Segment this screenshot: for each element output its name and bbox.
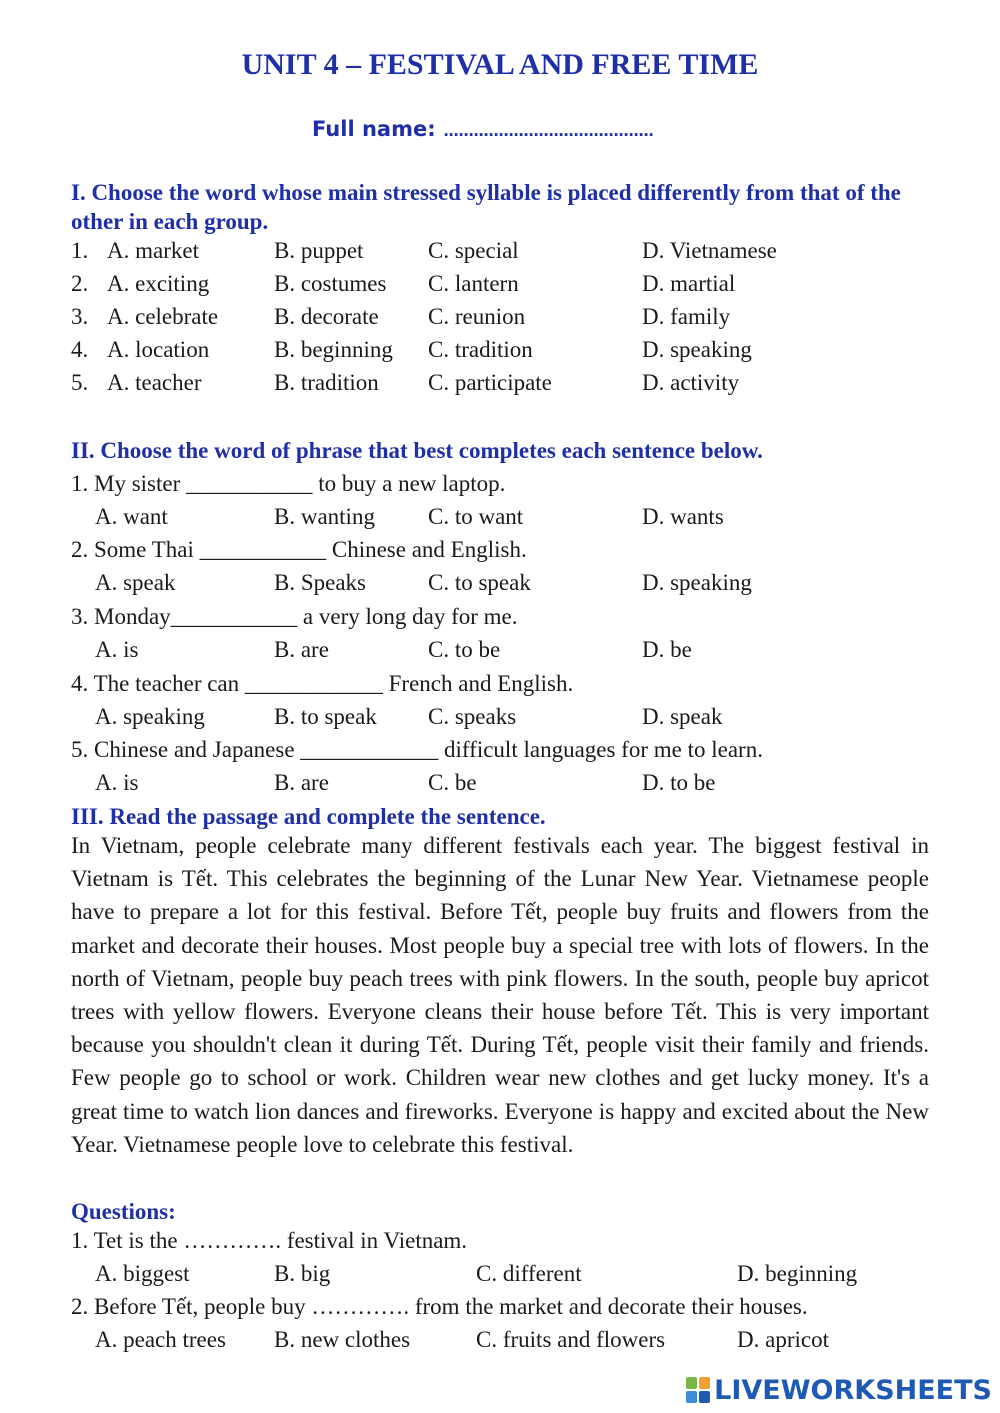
option-d: D. beginning [737, 1261, 858, 1286]
full-name-line [312, 117, 654, 141]
option-d: D. speak [642, 704, 723, 729]
page-title: UNIT 4 – FESTIVAL AND FREE TIME [241, 48, 759, 81]
question-stem: 2. Some Thai ___________ Chinese and English. [71, 537, 527, 562]
full-name-label: Full name: [312, 117, 436, 141]
question-options [0, 1323, 900, 1356]
section-1-heading: I. Choose the word whose main stressed syllable is placed differently from that of the other in each group. [71, 180, 901, 234]
section-3-heading: III. Read the passage and complete the sentence. [71, 804, 546, 829]
option-a: A. celebrate [107, 304, 219, 329]
option-b: B. wanting [274, 504, 375, 529]
question-stem: 1. My sister ___________ to buy a new laptop. [71, 471, 506, 496]
option-b: B. tradition [274, 370, 379, 395]
option-a: A. peach trees [95, 1327, 226, 1352]
option-c: C. reunion [428, 304, 526, 329]
section-2-heading: II. Choose the word of phrase that best completes each sentence below. [71, 438, 763, 463]
question-options [0, 566, 900, 599]
option-a: A. exciting [107, 271, 210, 296]
option-b: B. new clothes [274, 1327, 411, 1352]
option-c: C. special [428, 238, 519, 263]
option-d: D. activity [642, 370, 740, 395]
option-a: A. speaking [95, 704, 205, 729]
option-b: B. Speaks [274, 570, 366, 595]
item-number: 2. [71, 271, 89, 296]
liveworksheets-logo-icon [686, 1377, 710, 1403]
brand-name: LIVEWORKSHEETS [714, 1374, 992, 1406]
option-c: C. lantern [428, 271, 519, 296]
option-a: A. location [107, 337, 210, 362]
option-d: D. to be [642, 770, 716, 795]
option-a: A. want [95, 504, 168, 529]
question-stem: 2. Before Tết, people buy …………. from the market and decorate their houses. [71, 1294, 808, 1319]
option-d: D. speaking [642, 337, 752, 362]
question-stem: 5. Chinese and Japanese ____________ difficult languages for me to learn. [71, 737, 763, 762]
full-name-dots: …………………………………… [443, 122, 654, 140]
option-c: C. to want [428, 504, 524, 529]
question-options [0, 633, 900, 666]
section-1-item [0, 234, 900, 267]
option-b: B. puppet [274, 238, 364, 263]
item-number: 5. [71, 370, 89, 395]
option-b: B. costumes [274, 271, 387, 296]
option-c: C. tradition [428, 337, 533, 362]
option-a: A. teacher [107, 370, 202, 395]
question-options [0, 1257, 900, 1290]
option-b: B. decorate [274, 304, 379, 329]
option-d: D. apricot [737, 1327, 829, 1352]
option-a: A. market [107, 238, 199, 263]
option-c: C. speaks [428, 704, 517, 729]
question-options [0, 700, 900, 733]
option-b: B. big [274, 1261, 331, 1286]
option-a: A. speak [95, 570, 176, 595]
option-c: C. fruits and flowers [476, 1327, 666, 1352]
option-d: D. martial [642, 271, 736, 296]
liveworksheets-logo[interactable] [686, 1373, 992, 1407]
section-1-item [0, 300, 900, 333]
question-stem: 1. Tet is the …………. festival in Vietnam. [71, 1228, 468, 1253]
option-d: D. speaking [642, 570, 752, 595]
option-d: D. be [642, 637, 692, 662]
reading-passage: In Vietnam, people celebrate many different festivals each year. The biggest festival in Vietnam is Tết. This celebrates the beginning of the Lunar New Year. Vietnamese people have to prepare a lot for this festival. Before Tết, people buy fruits and flowers from the market and decorate their houses. Most people buy a special tree with lots of flowers. In the north of Vietnam, people buy peach trees with pink flowers. In the south, people buy apricot trees with yellow flowers. Everyone cleans their house before Tết. This is very important because you shouldn't clean it during Tết. During Tết, people visit their family and friends. Few people go to school or work. Children wear new clothes and get lucky money. It's a great time to watch lion dances and fireworks. Everyone is happy and excited about the New Year. Vietnamese people love to celebrate this festival. [71, 833, 929, 1157]
item-number: 4. [71, 337, 89, 362]
option-d: D. wants [642, 504, 724, 529]
section-1-item [0, 366, 900, 399]
option-d: D. family [642, 304, 731, 329]
section-1-item [0, 333, 900, 366]
option-c: C. be [428, 770, 477, 795]
item-number: 1. [71, 238, 89, 263]
option-b: B. to speak [274, 704, 377, 729]
option-b: B. beginning [274, 337, 393, 362]
option-c: C. to be [428, 637, 501, 662]
option-b: B. are [274, 770, 329, 795]
question-options [0, 766, 900, 799]
question-options [0, 500, 900, 533]
option-a: A. is [95, 770, 139, 795]
question-stem: 3. Monday___________ a very long day for me. [71, 604, 518, 629]
item-number: 3. [71, 304, 89, 329]
option-d: D. Vietnamese [642, 238, 777, 263]
option-a: A. is [95, 637, 139, 662]
option-b: B. are [274, 637, 329, 662]
option-a: A. biggest [95, 1261, 190, 1286]
option-c: C. participate [428, 370, 552, 395]
questions-heading: Questions: [71, 1199, 176, 1224]
option-c: C. to speak [428, 570, 531, 595]
question-stem: 4. The teacher can ____________ French and English. [71, 671, 574, 696]
option-c: C. different [476, 1261, 582, 1286]
section-1-item [0, 267, 900, 300]
